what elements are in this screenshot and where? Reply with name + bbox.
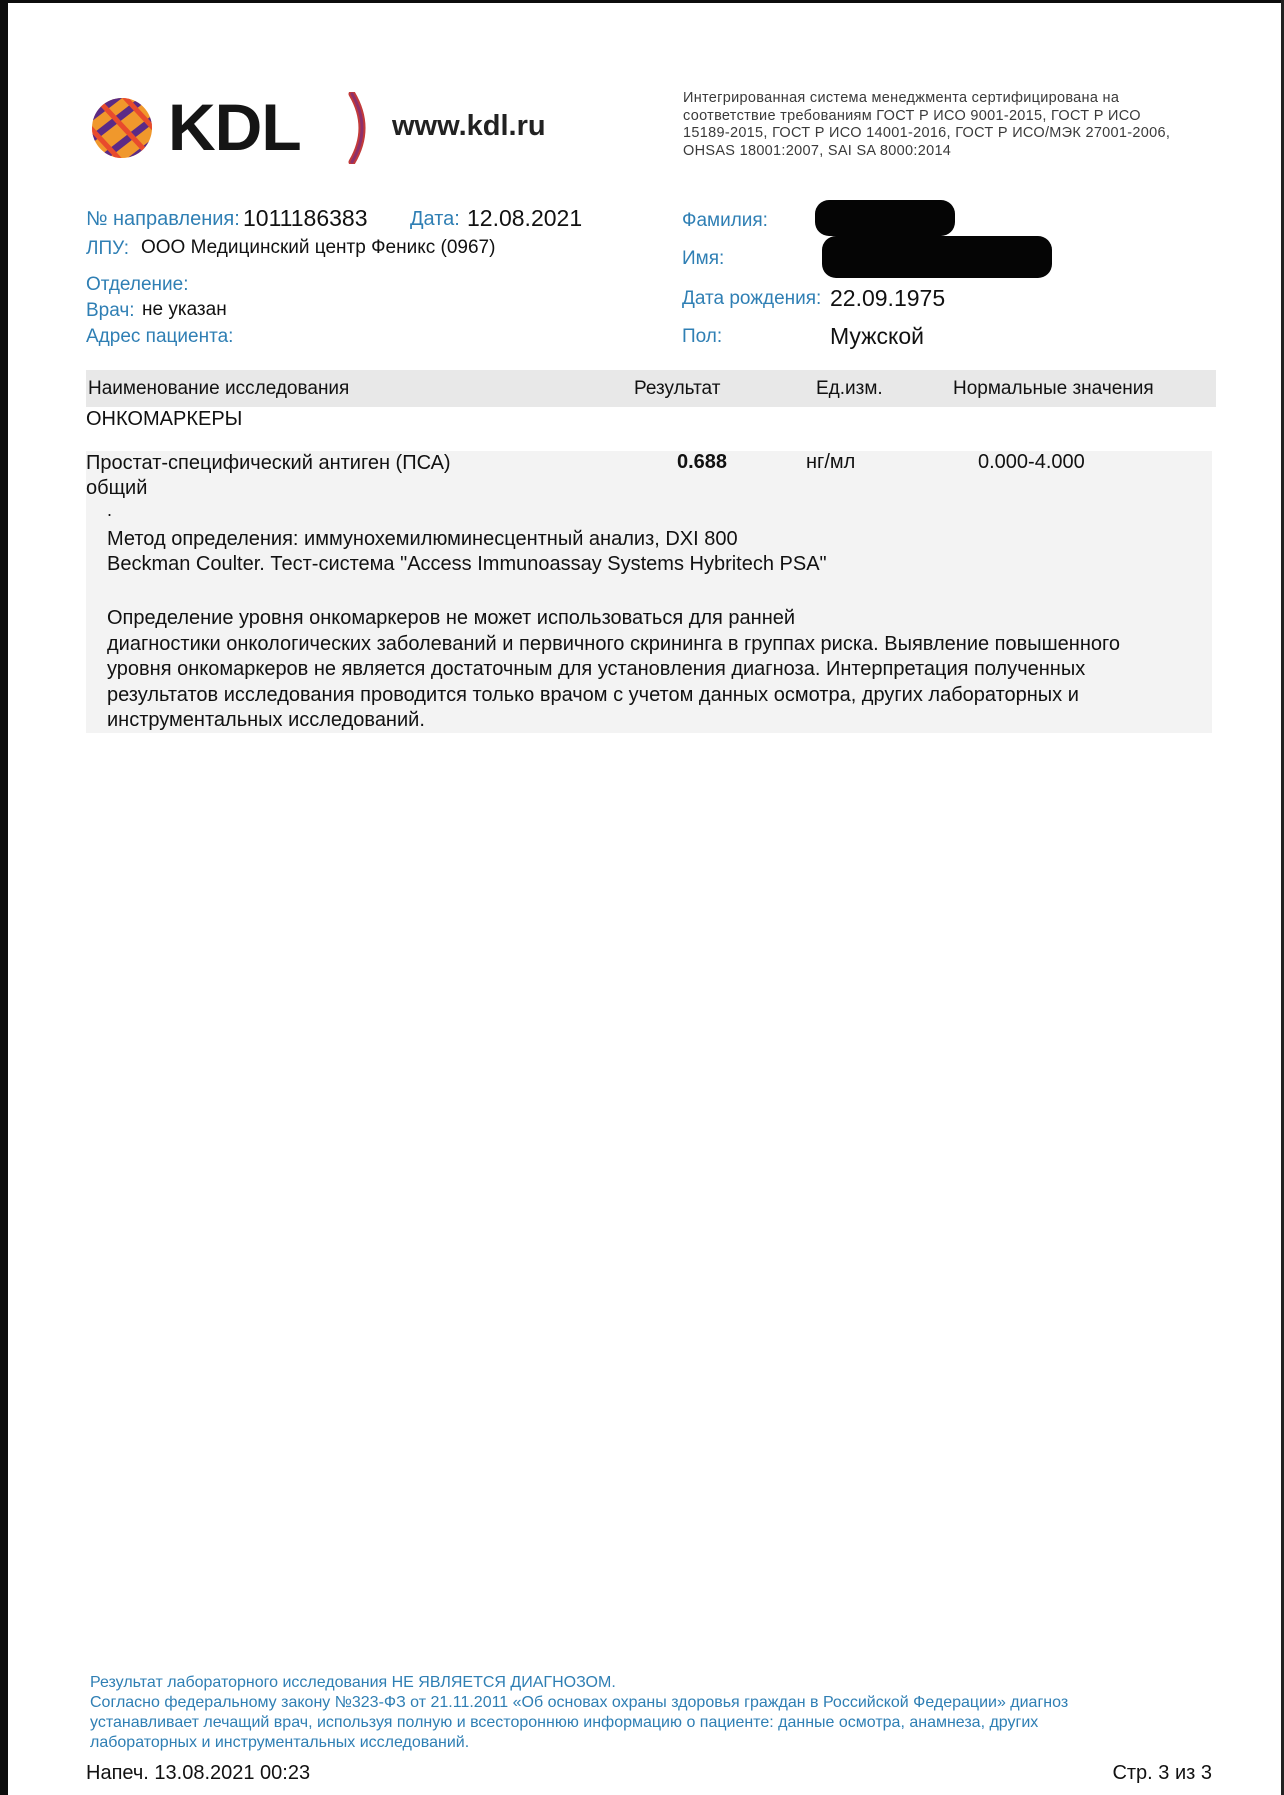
kdl-logo [90, 92, 610, 164]
surname-label: Фамилия: [682, 210, 768, 231]
referral-number: 1011186383 [243, 205, 368, 231]
note-line: Определение уровня онкомаркеров не может использоваться для ранней [107, 607, 796, 629]
note-line: результатов исследования проводится только врачом с учетом данных осмотра, других лабораторных и [107, 683, 1079, 706]
disclaimer-line: лабораторных и инструментальных исследований. [90, 1734, 470, 1751]
printed-timestamp: Напеч. 13.08.2021 00:23 [86, 1762, 311, 1784]
disclaimer-line: Результат лабораторного исследования НЕ ЯВЛЯЕТСЯ ДИАГНОЗОМ. [90, 1674, 616, 1691]
disclaimer-line: Согласно федеральному закону №323-ФЗ от 21.11.2011 «Об основах охраны здоровья граждан в Российской Федерации» диагноз [90, 1694, 1069, 1711]
referral-date-label: Дата: [410, 208, 460, 230]
method-line: Beckman Coulter. Тест-система "Access Immunoassay Systems Hybritech PSA" [107, 553, 827, 575]
department-label: Отделение: [86, 274, 189, 295]
certification-line: 15189-2015, ГОСТ Р ИСО 14001-2016, ГОСТ Р ИСО/МЭК 27001-2006, [683, 125, 1171, 141]
screen-edge-top [0, 0, 1284, 3]
page-number: Стр. 3 из 3 [1112, 1762, 1212, 1784]
test-name [86, 451, 536, 501]
results-table-header [86, 370, 1216, 407]
doctor-value: не указан [142, 299, 227, 320]
method-line: Метод определения: иммунохемилюминесцентный анализ, DXI 800 [107, 528, 738, 550]
header-result: Результат [634, 378, 721, 399]
note-line: инструментальных исследований. [107, 709, 425, 731]
certification-line: Интегрированная система менеджмента сертифицирована на [683, 90, 1120, 106]
referral-number-label: № направления: [86, 208, 240, 230]
birthdate-value: 22.09.1975 [830, 285, 946, 311]
test-name-line: общий [86, 477, 148, 499]
doctor-label: Врач: [86, 300, 135, 321]
header-unit: Ед.изм. [816, 378, 883, 399]
surname-redaction [815, 200, 955, 236]
screen-edge-left [0, 0, 8, 1795]
logo-wordmark: KDL [168, 90, 301, 164]
name-label: Имя: [682, 248, 725, 269]
test-norm: 0.000-4.000 [978, 451, 1085, 473]
certification-line: соответствие требованиям ГОСТ Р ИСО 9001-2015, ГОСТ Р ИСО [683, 107, 1141, 124]
disclaimer-line: устанавливает лечащий врач, используя полную и всестороннюю информацию о пациенте: данные осмотра, анамнеза, других [90, 1714, 1039, 1731]
sex-label: Пол: [682, 326, 723, 347]
section-title: ОНКОМАРКЕРЫ [86, 408, 243, 430]
test-result: 0.688 [677, 451, 728, 473]
birthdate-label: Дата рождения: [682, 288, 822, 309]
kdl-ball-icon [90, 96, 154, 160]
note-line: диагностики онкологических заболеваний и первичного скрининга в группах риска. Выявление повышенного [107, 632, 1120, 655]
address-label: Адрес пациента: [86, 326, 234, 347]
diagnosis-disclaimer [90, 1673, 1150, 1753]
chevron-right-icon [346, 92, 376, 164]
certification-text [683, 90, 1238, 160]
test-name-line: Простат-специфический антиген (ПСА) [86, 452, 451, 474]
header-norm: Нормальные значения [953, 378, 1154, 399]
method-text [107, 527, 1207, 577]
test-unit: нг/мл [806, 451, 856, 473]
website-link[interactable]: www.kdl.ru [392, 110, 546, 142]
separator-dot: . [107, 500, 113, 520]
name-redaction [822, 236, 1052, 278]
certification-line: OHSAS 18001:2007, SAI SA 8000:2014 [683, 142, 952, 159]
sex-value: Мужской [830, 323, 925, 349]
note-line: уровня онкомаркеров не является достаточным для установления диагноза. Интерпретация полученных [107, 658, 1086, 680]
header-test-name: Наименование исследования [88, 378, 350, 399]
interpretation-note [107, 606, 1207, 734]
lpu-value: ООО Медицинский центр Феникс (0967) [141, 237, 496, 258]
referral-date: 12.08.2021 [467, 205, 583, 231]
lpu-label: ЛПУ: [86, 238, 130, 259]
